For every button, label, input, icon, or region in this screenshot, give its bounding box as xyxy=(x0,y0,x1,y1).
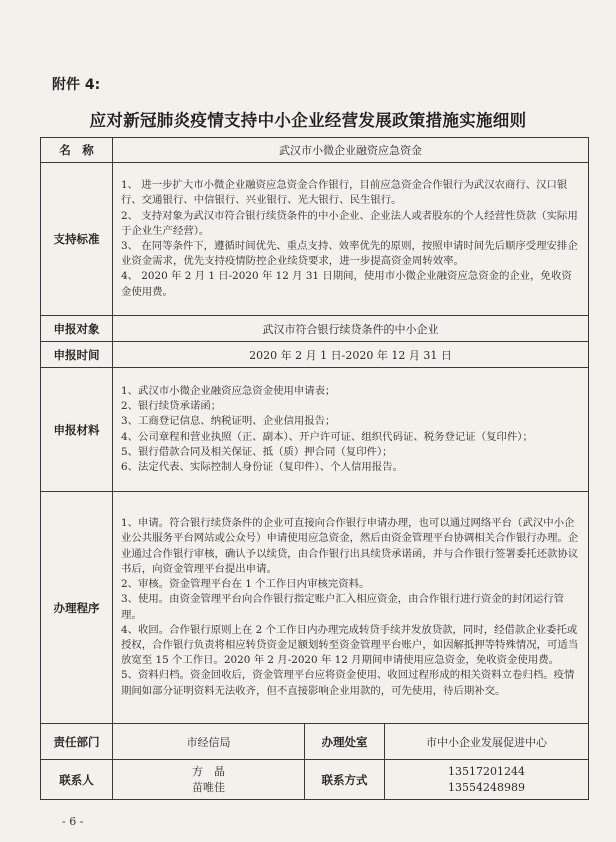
support-item: 3、 在同等条件下，遵循时间优先、重点支持、效率优先的原则，按照申请时间先后顺序受理安排企业资金需求，优先支持疫情防控企业续贷要求，进一步提高资金周转效率。 xyxy=(121,240,578,268)
label-support: 支持标准 xyxy=(41,163,113,316)
material-item: 5、银行借款合同及相关保证、抵（质）押合同（复印件）； xyxy=(121,445,393,458)
contact-person: 苗唯佳 xyxy=(192,780,225,794)
procedure-item: 4、收回。合作银行原则上在 2 个工作日内办理完成转贷手续并发放贷款，同时，经借款企业委托或授权，合作银行负责将相应转贷资金足额划转至资金管理平台账户，如因解抵押等特殊情况，可适当放宽至 15 个工作日。2020 年 2 月-2020 年 12 月期间申请使用应急资金，免收资金使用费。 xyxy=(121,623,579,667)
support-item: 2、 支持对象为武汉市符合银行续贷条件的中小企业、企业法人或者股东的个人经营性贷款（实际用于企业生产经营）。 xyxy=(121,209,578,237)
page-number: - 6 - xyxy=(62,815,84,828)
support-item: 4、 2020 年 2 月 1 日-2020 年 12 月 31 日期间，使用市小微企业融资应急资金的企业，免收资金使用费。 xyxy=(121,270,572,298)
value-support xyxy=(113,163,589,316)
label-office: 办理处室 xyxy=(305,724,385,760)
value-procedure xyxy=(113,492,589,724)
label-time: 申报时间 xyxy=(41,342,113,368)
value-office: 市中小企业发展促进中心 xyxy=(385,724,589,760)
row-support xyxy=(41,163,589,316)
value-phones xyxy=(385,760,589,800)
label-materials: 申报材料 xyxy=(41,368,113,492)
value-contact-persons xyxy=(113,760,305,800)
procedure-item: 1、申请。符合银行续贷条件的企业可直接向合作银行申请办理，也可以通过网络平台（武汉中小企业公共服务平台网站或公众号）申请使用应急资金，然后由资金管理平台协调相关合作银行办理。企业通过合作银行审核，确认予以续贷，由合作银行出具续贷承诺函，并与合作银行签署委托还款协议书后，向资金管理平台提出申请。 xyxy=(121,517,579,575)
contact-person: 方 晶 xyxy=(192,764,225,778)
contact-phone: 13554248989 xyxy=(448,780,525,794)
row-time xyxy=(41,342,589,368)
document-title: 应对新冠肺炎疫情支持中小企业经营发展政策措施实施细则 xyxy=(89,111,527,130)
value-time: 2020 年 2 月 1 日-2020 年 12 月 31 日 xyxy=(113,342,589,368)
label-procedure: 办理程序 xyxy=(41,492,113,724)
row-materials xyxy=(41,368,589,492)
row-name xyxy=(41,138,589,163)
row-target xyxy=(41,316,589,342)
row-contact xyxy=(41,760,589,800)
material-item: 2、银行续贷承诺函； xyxy=(121,400,222,413)
label-phone: 联系方式 xyxy=(305,760,385,800)
label-target: 申报对象 xyxy=(41,316,113,342)
value-materials xyxy=(113,368,589,492)
policy-table xyxy=(40,137,589,800)
contact-phone: 13517201244 xyxy=(448,764,525,778)
material-item: 4、公司章程和营业执照（正、副本）、开户许可证、组织代码证、税务登记证（复印件）； xyxy=(121,430,533,443)
value-name: 武汉市小微企业融资应急资金 xyxy=(113,138,589,163)
value-target: 武汉市符合银行续贷条件的中小企业 xyxy=(113,316,589,342)
label-contact: 联系人 xyxy=(41,760,113,800)
procedure-item: 2、审核。资金管理平台在 1 个工作日内审核完资料。 xyxy=(121,578,370,591)
material-item: 3、工商登记信息、纳税证明、企业信用报告； xyxy=(121,415,336,428)
label-name: 名 称 xyxy=(41,138,113,163)
label-dept: 责任部门 xyxy=(41,724,113,760)
material-item: 1、武汉市小微企业融资应急资金使用申请表； xyxy=(121,384,336,397)
attachment-label: 附件 4: xyxy=(52,77,101,93)
material-item: 6、法定代表、实际控制人身份证（复印件）、个人信用报告。 xyxy=(121,460,403,473)
support-item: 1、 进一步扩大市小微企业融资应急资金合作银行，目前应急资金合作银行为武汉农商行、汉口银行、交通银行、中信银行、兴业银行、光大银行、民生银行。 xyxy=(121,179,568,207)
row-procedure xyxy=(41,492,589,724)
value-dept: 市经信局 xyxy=(113,724,305,760)
procedure-item: 5、资料归档。资金回收后，资金管理平台应将资金使用、收回过程形成的相关资料立卷归档。疫情期间如部分证明资料无法收齐，但不直接影响企业用款的，可先使用，待后期补交。 xyxy=(121,669,575,697)
procedure-item: 3、使用。由资金管理平台向合作银行指定账户汇入相应资金，由合作银行进行资金的封闭运行管理。 xyxy=(121,593,565,621)
row-dept xyxy=(41,724,589,760)
